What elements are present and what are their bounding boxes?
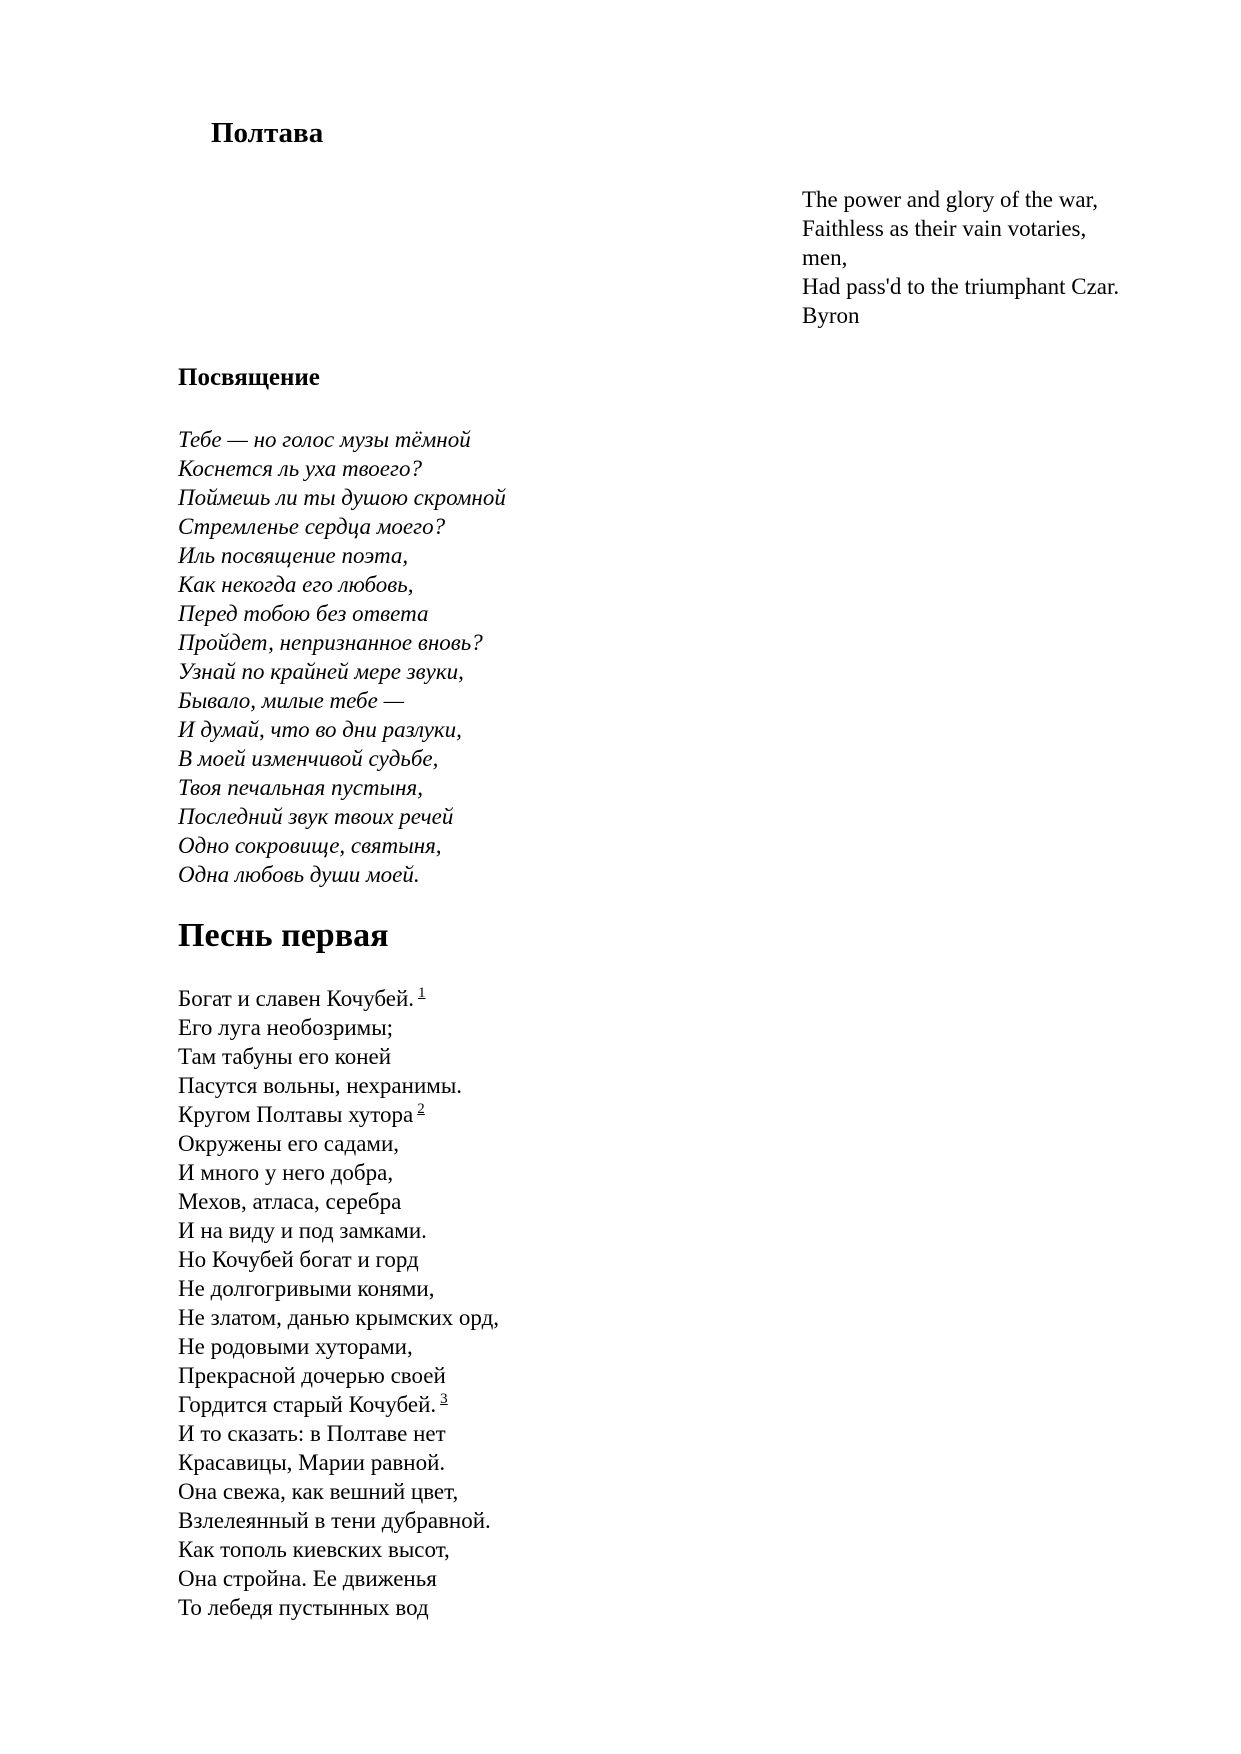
poem-line: Одно сокровище, святыня, — [178, 833, 442, 858]
footnote-link[interactable]: 2 — [417, 1101, 425, 1118]
poem-line — [178, 1564, 499, 1593]
poem-line-text: И то сказать: в Полтаве нет — [178, 1421, 446, 1446]
epigraph-author: Byron — [802, 303, 860, 328]
poem-line — [178, 1303, 499, 1332]
epigraph-line: The power and glory of the war, — [802, 187, 1099, 212]
poem-line-text: Не родовыми хуторами, — [178, 1334, 413, 1359]
poem-line — [178, 1593, 499, 1622]
poem-line: Поймешь ли ты душою скромной — [178, 485, 506, 510]
canto-heading: Песнь первая — [178, 917, 389, 954]
poem-line — [178, 1361, 499, 1390]
page-title: Полтава — [211, 117, 324, 149]
poem-line — [178, 1100, 499, 1129]
poem-line-text: Гордится старый Кочубей. — [178, 1392, 437, 1417]
canto-poem — [178, 984, 499, 1622]
poem-line-text: Она свежа, как вешний цвет, — [178, 1479, 459, 1504]
epigraph — [802, 185, 1202, 330]
poem-line: Бывало, милые тебе — — [178, 688, 405, 713]
poem-line — [178, 1274, 499, 1303]
footnote-link[interactable]: 3 — [440, 1391, 448, 1408]
dedication-heading: Посвящение — [178, 364, 320, 391]
poem-line-text: Она стройна. Ее движенья — [178, 1566, 437, 1591]
poem-line-text: И на виду и под замками. — [178, 1218, 427, 1243]
poem-line — [178, 1332, 499, 1361]
poem-line: В моей изменчивой судьбе, — [178, 746, 439, 771]
poem-line — [178, 1042, 499, 1071]
poem-line: Иль посвящение поэта, — [178, 543, 409, 568]
footnote-link[interactable]: 1 — [418, 985, 426, 1002]
poem-line-text: Богат и славен Кочубей. — [178, 986, 415, 1011]
epigraph-lines — [802, 185, 1202, 301]
poem-line — [178, 1390, 499, 1419]
poem-line-text: Взлелеянный в тени дубравной. — [178, 1508, 491, 1533]
epigraph-line: Faithless as their vain votaries, — [802, 216, 1087, 241]
poem-line: Твоя печальная пустыня, — [178, 775, 423, 800]
poem-line-text: Не златом, данью крымских орд, — [178, 1305, 500, 1330]
poem-line — [178, 1477, 499, 1506]
poem-line — [178, 1245, 499, 1274]
poem-line-text: То лебедя пустынных вод — [178, 1595, 429, 1620]
poem-line: Узнай по крайней мере звуки, — [178, 659, 464, 684]
poem-line-text: Кругом Полтавы хутора — [178, 1102, 414, 1127]
poem-line — [178, 1071, 499, 1100]
poem-line — [178, 1448, 499, 1477]
poem-line-text: Как тополь киевских высот, — [178, 1537, 450, 1562]
poem-line — [178, 1187, 499, 1216]
poem-line-text: И много у него добра, — [178, 1160, 394, 1185]
poem-line-text: Прекрасной дочерью своей — [178, 1363, 446, 1388]
poem-line-text: Пасутся вольны, нехранимы. — [178, 1073, 463, 1098]
poem-line-text: Окружены его садами, — [178, 1131, 400, 1156]
poem-line — [178, 1129, 499, 1158]
poem-line: Пройдет, непризнанное вновь? — [178, 630, 483, 655]
poem-line: Тебе — но голос музы тёмной — [178, 427, 471, 452]
poem-line — [178, 1535, 499, 1564]
poem-line: Последний звук твоих речей — [178, 804, 454, 829]
poem-line — [178, 1158, 499, 1187]
epigraph-line: Had pass'd to the triumphant Czar. — [802, 274, 1120, 299]
poem-line-text: Не долгогривыми конями, — [178, 1276, 435, 1301]
poem-line — [178, 1419, 499, 1448]
poem-line — [178, 1013, 499, 1042]
poem-line-text: Красавицы, Марии равной. — [178, 1450, 446, 1475]
poem-line: Одна любовь души моей. — [178, 862, 420, 887]
poem-line — [178, 984, 499, 1013]
dedication-poem — [178, 425, 506, 889]
poem-line: И думай, что во дни разлуки, — [178, 717, 462, 742]
poem-line: Коснется ль уха твоего? — [178, 456, 422, 481]
epigraph-line: men, — [802, 245, 848, 270]
poem-line: Перед тобою без ответа — [178, 601, 429, 626]
poem-line-text: Но Кочубей богат и горд — [178, 1247, 419, 1272]
poem-line: Стремленье сердца моего? — [178, 514, 446, 539]
poem-line: Как некогда его любовь, — [178, 572, 414, 597]
poem-line-text: Его луга необозримы; — [178, 1015, 394, 1040]
poem-line — [178, 1216, 499, 1245]
poem-line-text: Мехов, атласа, серебра — [178, 1189, 402, 1214]
poem-line-text: Там табуны его коней — [178, 1044, 392, 1069]
poem-line — [178, 1506, 499, 1535]
